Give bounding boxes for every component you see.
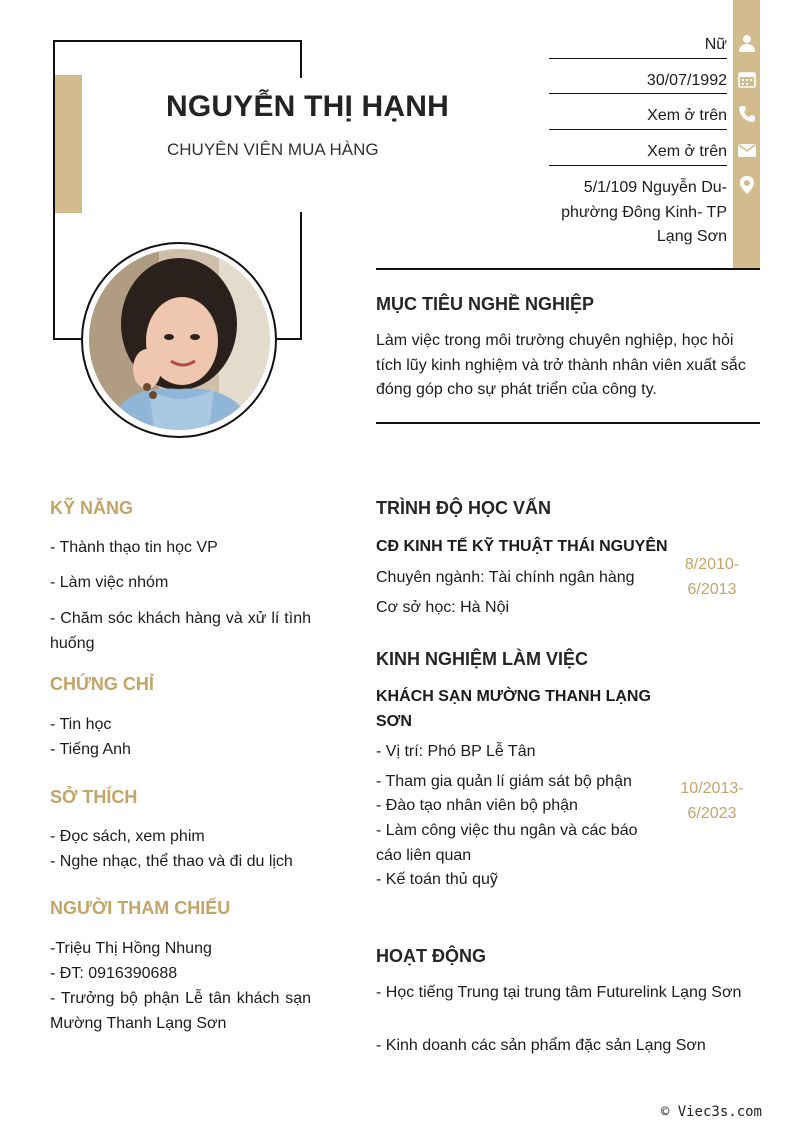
contact-birthday: 30/07/1992	[646, 72, 727, 89]
experience-title: KINH NGHIỆM LÀM VIỆC	[376, 649, 589, 669]
contact-divider	[549, 93, 727, 94]
hobby-item: - Đọc sách, xem phim	[50, 828, 205, 845]
activity-item: - Kinh doanh các sản phẩm đặc sản Lạng Sơn	[376, 1037, 706, 1054]
hobbies-title: SỞ THÍCH	[50, 787, 138, 807]
section-divider	[376, 422, 760, 424]
certificate-item: - Tiếng Anh	[50, 741, 131, 758]
contact-divider	[549, 165, 727, 166]
mail-icon	[737, 140, 757, 160]
experience-date: 10/2013-6/2023	[680, 780, 744, 822]
education-campus: Cơ sở học: Hà Nội	[376, 599, 510, 616]
objective-text: Làm việc trong môi trường chuyên nghiệp, học hỏi tích lũy kinh nghiệm và trở thành nhân viên xuất sắc đóng góp cho sự phát triển của công ty.	[376, 332, 746, 398]
education-major: Chuyên ngành: Tài chính ngân hàng	[376, 569, 635, 586]
education-date: 8/2010-6/2013	[684, 556, 740, 598]
certificate-item: - Tin học	[50, 716, 112, 733]
contact-address: 5/1/109 Nguyễn Du-phường Đông Kinh- TP Lạng Sơn	[561, 179, 727, 245]
phone-icon	[737, 104, 757, 124]
person-icon	[737, 33, 757, 53]
contact-gender: Nữ	[704, 36, 727, 53]
reference-item: - Trưởng bộ phận Lễ tân khách sạn Mường Thanh Lạng Sơn	[50, 990, 311, 1032]
education-title: TRÌNH ĐỘ HỌC VẤN	[376, 498, 551, 518]
objective-title: MỤC TIÊU NGHỀ NGHIỆP	[376, 294, 595, 314]
candidate-name: NGUYỄN THỊ HẠNH	[166, 90, 450, 123]
reference-title: NGƯỜI THAM CHIẾU	[50, 898, 231, 918]
contact-email: Xem ở trên	[647, 143, 727, 160]
reference-item: - ĐT: 0916390688	[50, 965, 178, 982]
experience-duty: - Tham gia quản lí giám sát bộ phận	[376, 773, 632, 790]
skill-item: - Chăm sóc khách hàng và xử lí tình huống	[50, 610, 311, 652]
section-divider	[376, 268, 760, 270]
experience-duty: - Làm công việc thu ngân và các báo cáo liên quan	[376, 822, 638, 864]
experience-duty: - Đào tạo nhân viên bộ phận	[376, 797, 578, 814]
contact-divider	[549, 58, 727, 59]
education-school: CĐ KINH TẾ KỸ THUẬT THÁI NGUYÊN	[376, 538, 668, 555]
contact-divider	[549, 129, 727, 130]
watermark: © Viec3s.com	[660, 1104, 762, 1120]
experience-position: - Vị trí: Phó BP Lễ Tân	[376, 743, 536, 760]
header-frame-top	[53, 40, 302, 42]
skill-item: - Thành thạo tin học VP	[50, 539, 218, 556]
accent-block	[55, 75, 82, 213]
calendar-icon	[737, 69, 757, 89]
location-icon	[737, 175, 757, 195]
contact-phone: Xem ở trên	[647, 107, 727, 124]
candidate-job-title: CHUYÊN VIÊN MUA HÀNG	[167, 140, 379, 159]
reference-item: -Triệu Thị Hồng Nhung	[50, 940, 212, 957]
experience-company: KHÁCH SẠN MƯỜNG THANH LẠNG SƠN	[376, 688, 651, 730]
skill-item: - Làm việc nhóm	[50, 574, 169, 591]
experience-duty: - Kế toán thủ quỹ	[376, 871, 498, 888]
avatar	[89, 249, 270, 430]
activities-title: HOẠT ĐỘNG	[376, 946, 486, 966]
hobby-item: - Nghe nhạc, thể thao và đi du lịch	[50, 853, 293, 870]
activity-item: - Học tiếng Trung tại trung tâm Futurelink Lạng Sơn	[376, 984, 742, 1001]
skills-title: KỸ NĂNG	[50, 498, 134, 518]
certificates-title: CHỨNG CHỈ	[50, 674, 154, 694]
